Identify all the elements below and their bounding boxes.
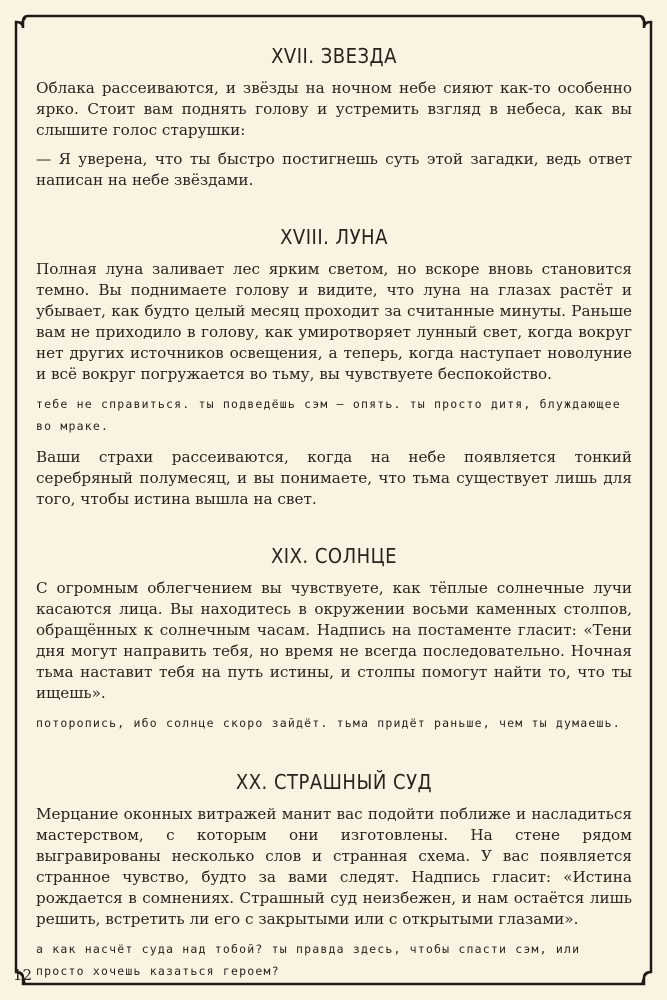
paragraph: — Я уверена, что ты быстро постигнешь суть этой загадки, ведь ответ написан на небе звёздами. [36,150,632,189]
paragraph: С огромным облегчением вы чувствуете, как тёплые солнечные лучи касаются лица. Вы находитесь в окружении восьми каменных столпов, обращённых к солнечным часам. Надпись на постаменте гласит: «Тени дня могут направить тебя, но время не всегда последовательно. Ночная тьма наставит тебя на путь истины, и столпы помогут найти то, что ты ищешь». [36,579,632,702]
section-heading: XVIII. ЛУНА [280,225,388,249]
section-heading: XX. СТРАШНЫЙ СУД [235,770,433,794]
section-heading: XIX. СОЛНЦЕ [270,544,398,568]
handwritten-note: поторопись, ибо солнце скоро зайдёт. тьма придёт раньше, чем ты думаешь. [36,716,621,730]
section-heading: XVII. ЗВЕЗДА [271,44,397,68]
paragraph: Облака рассеиваются, и звёзды на ночном небе сияют как-то особенно ярко. Стоит вам поднять голову и устремить взгляд в небеса, как вы слышите голос старушки: [36,79,632,139]
handwritten-note: а как насчёт суда над тобой? ты правда здесь, чтобы спасти сэм, или просто хочешь казаться героем? [36,942,581,978]
section-sun [36,544,632,734]
paragraph: Мерцание оконных витражей манит вас подойти поближе и насладиться мастерством, с которым они изготовлены. На стене рядом выгравированы несколько слов и странная схема. У вас появляется странное чувство, будто за вами следят. Надпись гласит: «Истина рождается в сомнениях. Страшный суд неизбежен, и нам остаётся лишь решить, встретить ли его с закрытыми или с открытыми глазами». [36,805,632,928]
page-content [36,44,632,992]
section-star [36,44,632,191]
handwritten-note: тебе не справиться. ты подведёшь сэм — опять. ты просто дитя, блуждающее во мраке. [36,397,621,433]
section-moon [36,225,632,510]
paragraph: Ваши страхи рассеиваются, когда на небе появляется тонкий серебряный полумесяц, и вы понимаете, что тьма существует лишь для того, чтобы истина вышла на свет. [36,448,632,508]
page-number: 12 [13,966,33,984]
paragraph: Полная луна заливает лес ярким светом, но вскоре вновь становится темно. Вы поднимаете голову и видите, что луна на глазах растёт и убывает, как будто целый месяц проходит за считанные минуты. Раньше вам не приходило в голову, как умиротворяет лунный свет, когда вокруг нет других источников освещения, а теперь, когда наступает новолуние и всё вокруг погружается во тьму, вы чувствуете беспокойство. [36,260,632,383]
section-judgement [36,770,632,982]
